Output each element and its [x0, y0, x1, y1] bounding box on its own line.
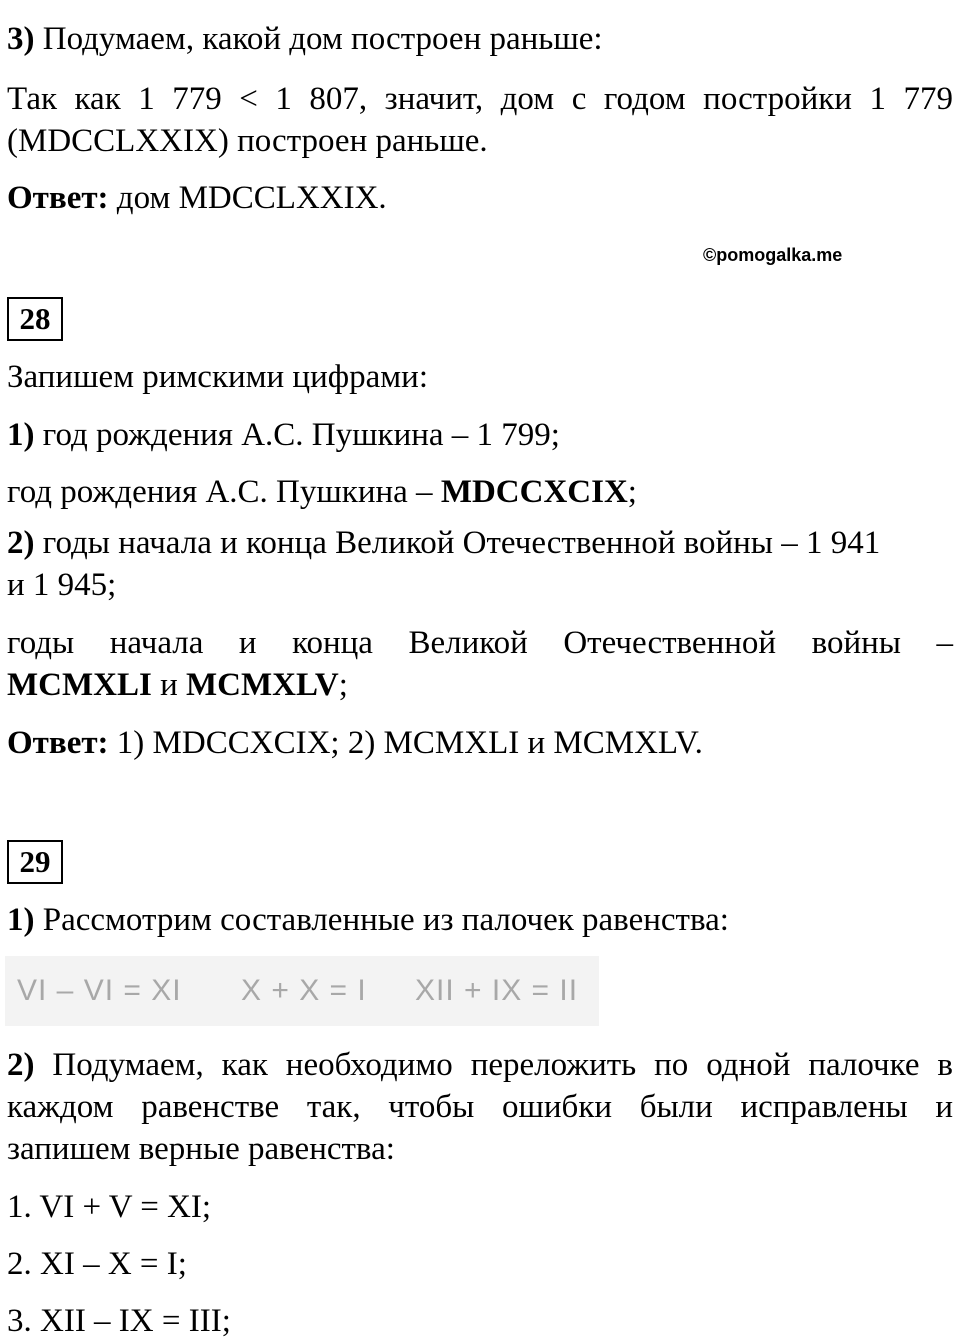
item-text: годы начала и конца Великой Отечественной войны – 1 941: [34, 525, 881, 561]
matchstick-equation: XII + IX = II: [415, 974, 579, 1007]
task29-part2: [7, 1044, 953, 1086]
comparison-line: Так как 1 779 < 1 807, значит, дом с годом постройки 1 779: [7, 81, 953, 117]
result-end: ;: [627, 474, 637, 510]
result-text: год рождения А.С. Пушкина –: [7, 474, 441, 510]
result-end: ;: [338, 667, 348, 703]
task29-part2-line2: каждом равенстве так, чтобы ошибки были исправлены и: [7, 1089, 953, 1125]
task28-part1-result: [7, 471, 637, 513]
answer-text: дом MDCCLXXIX.: [108, 180, 387, 216]
matchstick-equation: X + X = I: [241, 974, 367, 1007]
item-text: Подумаем, как необходимо переложить по одной палочке в: [34, 1047, 953, 1083]
comparison-line-2: (MDCCLXXIX) построен раньше.: [7, 123, 488, 159]
answer-text: 1) MDCCXCIX; 2) MCMXLI и MCMXLV.: [108, 725, 703, 761]
roman-result: MCMXLI: [7, 667, 152, 703]
item-number: 2): [7, 1047, 35, 1083]
result-equation: 2. XI – X = I;: [7, 1246, 187, 1282]
task-number-box: 29: [7, 840, 63, 884]
roman-result: MCMXLV: [185, 667, 339, 703]
answer-line: [7, 177, 387, 219]
task29-part2-line3: запишем верные равенства:: [7, 1131, 395, 1167]
answer-label: Ответ:: [7, 725, 109, 761]
result-equation: 3. XII – IX = III;: [7, 1303, 231, 1339]
answer-label: Ответ:: [7, 180, 109, 216]
result-text: и: [151, 667, 186, 703]
item-number: 3): [7, 21, 35, 57]
task28-answer: [7, 722, 703, 764]
result-equation: 1. VI + V = XI;: [7, 1189, 212, 1225]
question-3-line: [7, 18, 603, 60]
task28-part2: [7, 522, 880, 564]
item-text: год рождения А.С. Пушкина – 1 799;: [34, 417, 560, 453]
item-text: Рассмотрим составленные из палочек равенства:: [34, 902, 729, 938]
item-number: 1): [7, 902, 35, 938]
task28-intro: Запишем римскими цифрами:: [7, 359, 428, 395]
item-text: Подумаем, какой дом построен раньше:: [34, 21, 603, 57]
task28-part2-result: годы начала и конца Великой Отечественной войны –: [7, 625, 953, 661]
task28-part1: [7, 414, 560, 456]
watermark: ©pomogalka.me: [703, 245, 843, 265]
task28-part2-result-line2: [7, 664, 348, 706]
task-number-box: 28: [7, 297, 63, 341]
matchstick-equation: VI – VI = XI: [17, 974, 182, 1007]
roman-result: MDCCXCIX: [440, 474, 628, 510]
task28-part2-line2: и 1 945;: [7, 567, 117, 603]
matchstick-equations-image: [5, 956, 599, 1026]
task29-part1: [7, 899, 729, 941]
item-number: 1): [7, 417, 35, 453]
item-number: 2): [7, 525, 35, 561]
